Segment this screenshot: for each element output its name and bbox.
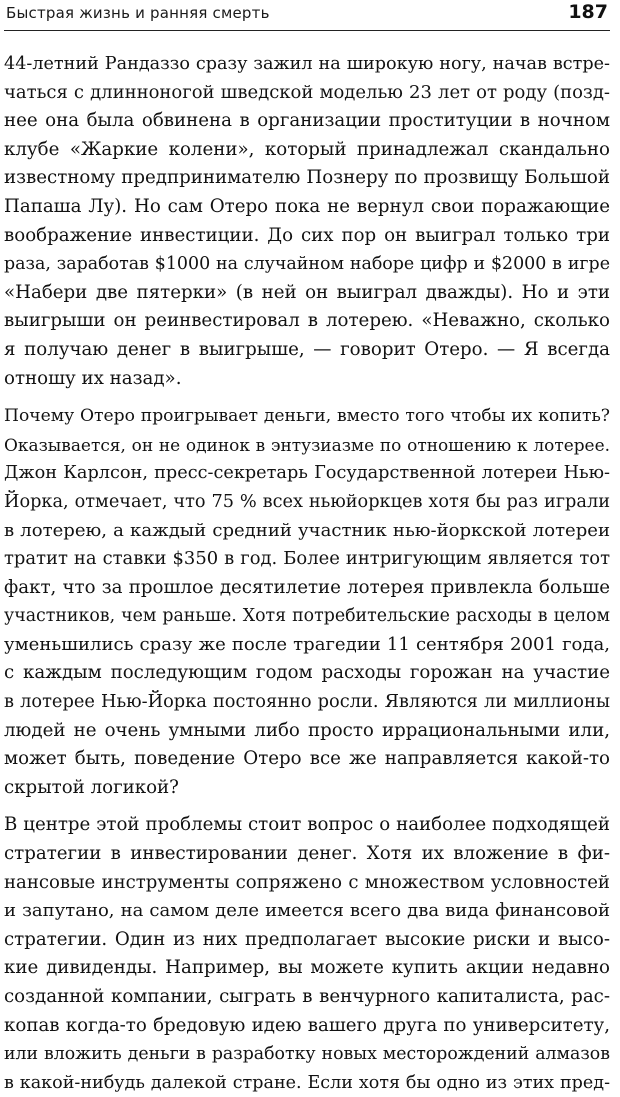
- text-line: с каждым последующим годом расходы горожан на участие: [4, 662, 610, 684]
- text-line: чаться с длинноногой шведской моделью 23 лет от роду (позд-: [4, 81, 610, 103]
- text-line: в какой-нибудь далекой стране. Если хотя бы одно из этих пред-: [4, 1072, 610, 1093]
- text-line: копав когда-то бредовую идею вашего друга по университету,: [4, 1014, 610, 1036]
- text-line: известному предпринимателю Познеру по прозвищу Большой: [4, 167, 610, 189]
- text-line: скрытой логикой?: [4, 776, 179, 798]
- text-line: факт, что за прошлое десятилетие лотерея привлекла больше: [4, 576, 610, 598]
- text-line: воображение инвестиции. До сих пор он выиграл только три: [4, 224, 610, 246]
- page-number: 187: [568, 1, 608, 23]
- text-line: отношу их назад».: [4, 367, 182, 389]
- text-line: Папаша Лу). Но сам Отеро пока не вернул свои поражающие: [4, 195, 610, 217]
- running-title: Быстрая жизнь и ранняя смерть: [6, 4, 270, 22]
- text-line: в лотерее Нью-Йорка постоянно росли. Являются ли миллионы: [4, 691, 610, 713]
- text-line: «Набери две пятерки» (в ней он выиграл дважды). Но и эти: [4, 281, 610, 303]
- body-text: [4, 50, 610, 1097]
- text-line: раза, заработав $1000 на случайном наборе цифр и $2000 в игре: [4, 254, 610, 275]
- text-line: тратит на ставки $350 в год. Более интригующим является тот: [4, 548, 610, 570]
- text-line: или вложить деньги в разработку новых месторождений алмазов: [4, 1044, 610, 1065]
- text-line: выигрыши он реинвестировал в лотерею. «Неважно, сколько: [4, 310, 610, 332]
- text-line: нее она была обвинена в организации проституции в ночном: [4, 110, 610, 132]
- text-line: и запутано, на самом деле имеется всего два вида финансовой: [4, 900, 610, 922]
- text-line: 44-летний Рандаззо сразу зажил на широкую ногу, начав встре-: [4, 54, 610, 74]
- text-line: стратегии. Один из них предполагает высокие риски и высо-: [4, 928, 610, 950]
- text-line: В центре этой проблемы стоит вопрос о наиболее подходящей: [4, 814, 610, 836]
- paragraph-3: [4, 811, 610, 1097]
- paragraph-2: [4, 402, 610, 802]
- text-line: стратегии в инвестировании денег. Хотя их вложение в фи-: [4, 843, 610, 865]
- text-line: созданной компании, сыграть в венчурного капиталиста, рас-: [4, 986, 610, 1007]
- text-line: Оказывается, он не одинок в энтузиазме по отношению к лотерее.: [4, 434, 610, 455]
- text-line: уменьшились сразу же после трагедии 11 сентября 2001 года,: [4, 633, 610, 655]
- text-line: Йорка, отмечает, что 75 % всех ньюйоркцев хотя бы раз играли: [4, 491, 610, 512]
- text-line: в лотерею, а каждый средний участник нью-йоркской лотереи: [4, 519, 610, 541]
- text-line: клубе «Жаркие колени», который принадлежал скандально: [4, 138, 610, 160]
- paragraph-1: [4, 50, 610, 393]
- text-line: людей не очень умными либо просто иррациональными или,: [4, 719, 610, 741]
- text-line: кие дивиденды. Например, вы можете купить акции недавно: [4, 957, 610, 979]
- text-line: участников, чем раньше. Хотя потребительские расходы в целом: [4, 606, 610, 627]
- text-line: я получаю денег в выигрыше, — говорит Отеро. — Я всегда: [4, 338, 610, 360]
- text-line: нансовые инструменты сопряжено с множеством условностей: [4, 871, 610, 893]
- text-line: Почему Отеро проигрывает деньги, вместо того чтобы их копить?: [4, 406, 610, 427]
- text-line: Джон Карлсон, пресс-секретарь Государственной лотереи Нью-: [4, 463, 610, 484]
- running-header: [4, 0, 610, 31]
- text-line: может быть, поведение Отеро все же направляется какой-то: [4, 748, 610, 770]
